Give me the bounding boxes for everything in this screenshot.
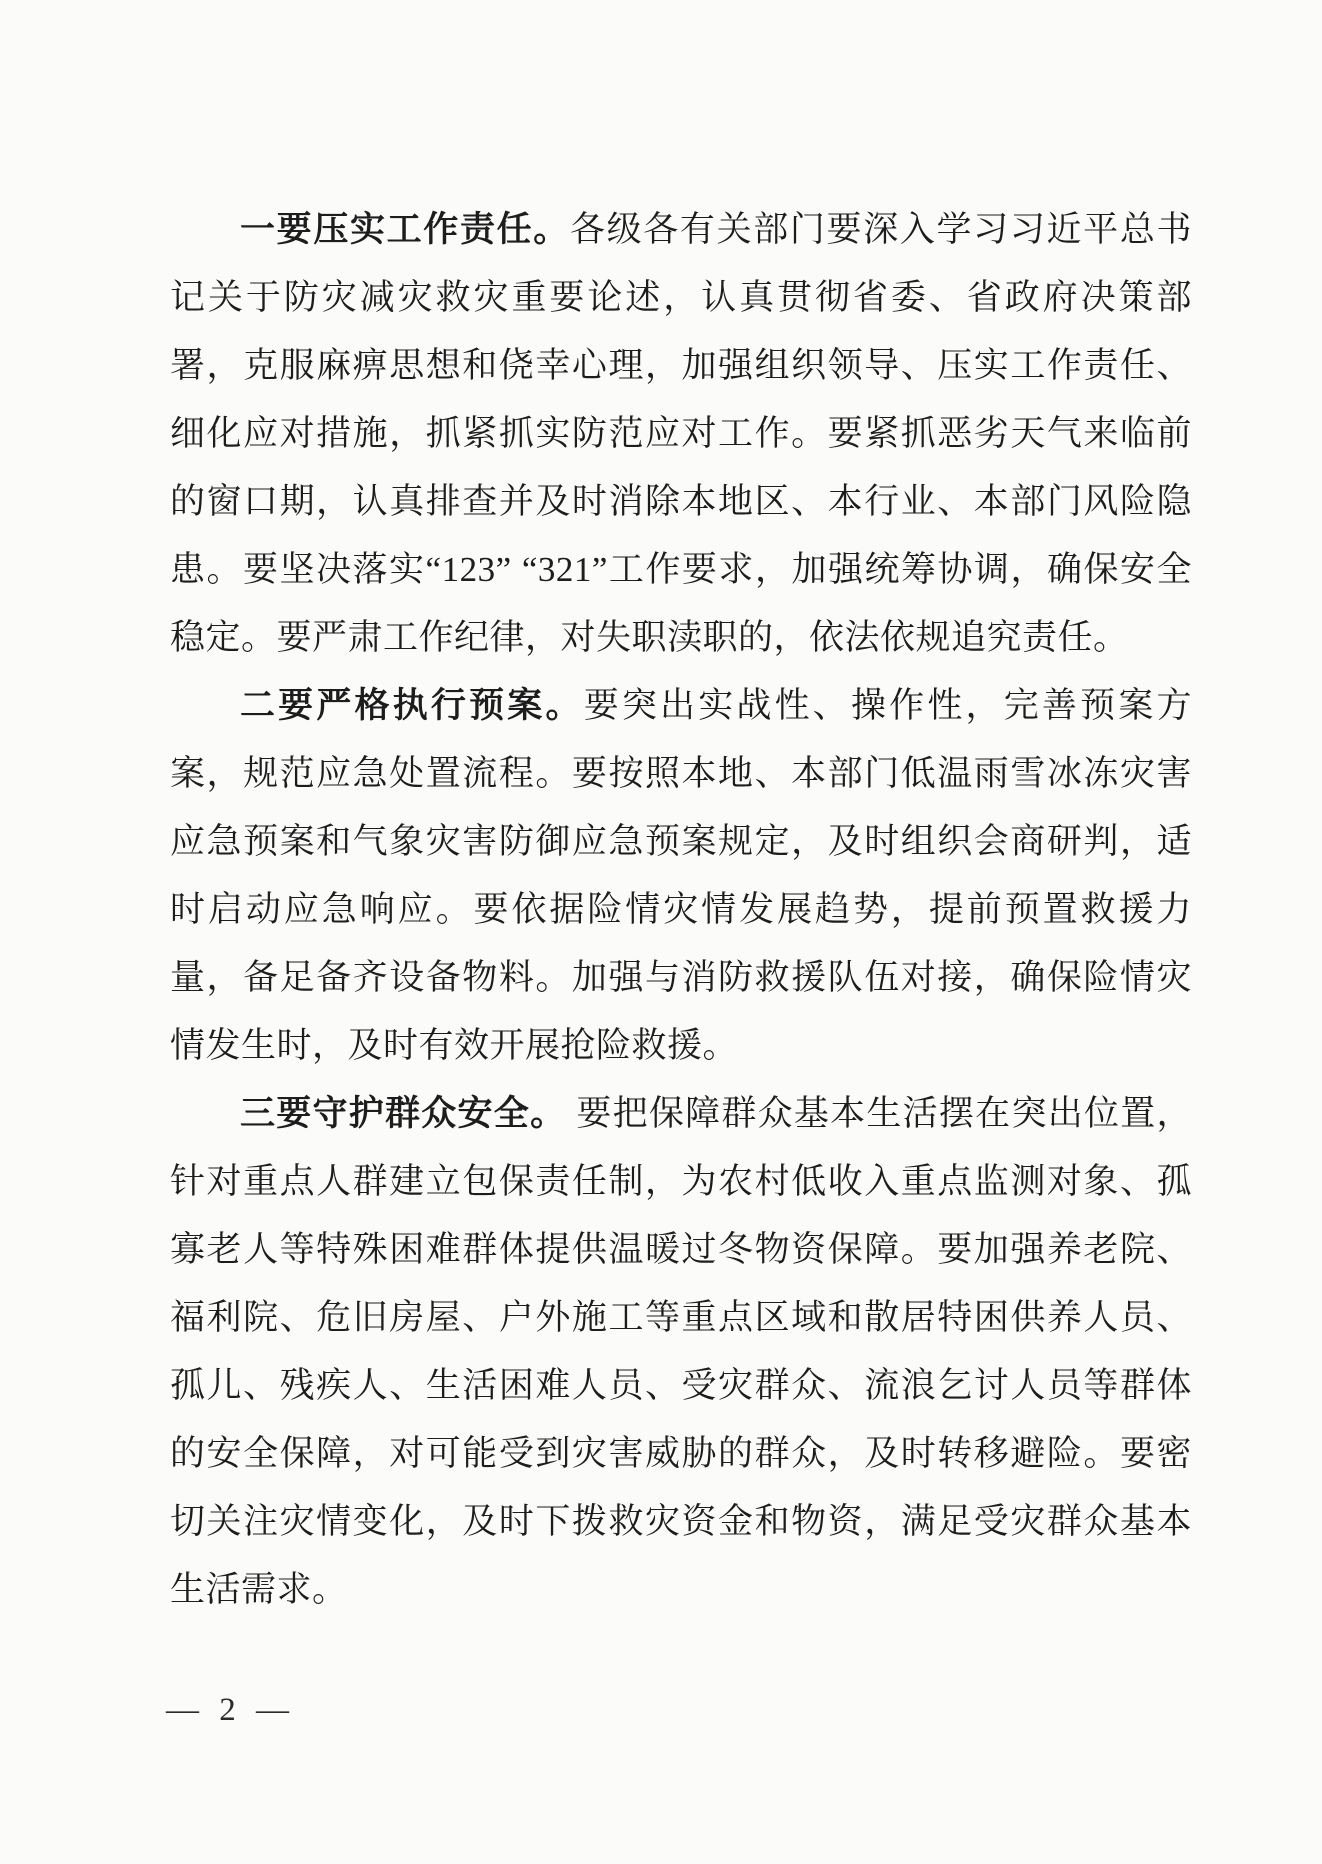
paragraph-1-text: 各级各有关部门要深入学习习近平总书记关于防灾减灾救灾重要论述，认真贯彻省委、省政府决策部署，克服麻痹思想和侥幸心理，加强组织领导、压实工作责任、细化应对措施，抓紧抓实防范应对工作。要紧抓恶劣天气来临前的窗口期，认真排查并及时消除本地区、本行业、本部门风险隐患。要坚决落实“123” “321”工作要求，加强统筹协调，确保安全稳定。要严肃工作纪律，对失职渎职的，依法依规追究责任。 [170,210,1192,657]
paragraph-1-heading: 一要压实工作责任。 [240,210,570,249]
paragraph-2-text: 要突出实战性、操作性，完善预案方案，规范应急处置流程。要按照本地、本部门低温雨雪冰冻灾害应急预案和气象灾害防御应急预案规定，及时组织会商研判，适时启动应急响应。要依据险情灾情发展趋势，提前预置救援力量，备足备齐设备物料。加强与消防救援队伍对接，确保险情灾情发生时，及时有效开展抢险救援。 [170,686,1192,1065]
page-footer [166,1692,295,1729]
paragraph-2-heading: 二要严格执行预案。 [240,686,584,725]
page-number: — 2 — [166,1692,295,1728]
paragraph-3-text: 要把保障群众基本生活摆在突出位置，针对重点人群建立包保责任制，为农村低收入重点监测对象、孤寡老人等特殊困难群体提供温暖过冬物资保障。要加强养老院、福利院、危旧房屋、户外施工等重点区域和散居特困供养人员、孤儿、残疾人、生活困难人员、受灾群众、流浪乞讨人员等群体的安全保障，对可能受到灾害威胁的群众，及时转移避险。要密切关注灾情变化，及时下拨救灾资金和物资，满足受灾群众基本生活需求。 [170,1094,1192,1609]
paragraph-3-heading: 三要守护群众安全。 [240,1094,567,1133]
paragraph-work-responsibility [170,196,1192,672]
paragraph-public-safety [170,1080,1192,1624]
paragraph-emergency-plan [170,672,1192,1080]
document-body [170,196,1192,1624]
